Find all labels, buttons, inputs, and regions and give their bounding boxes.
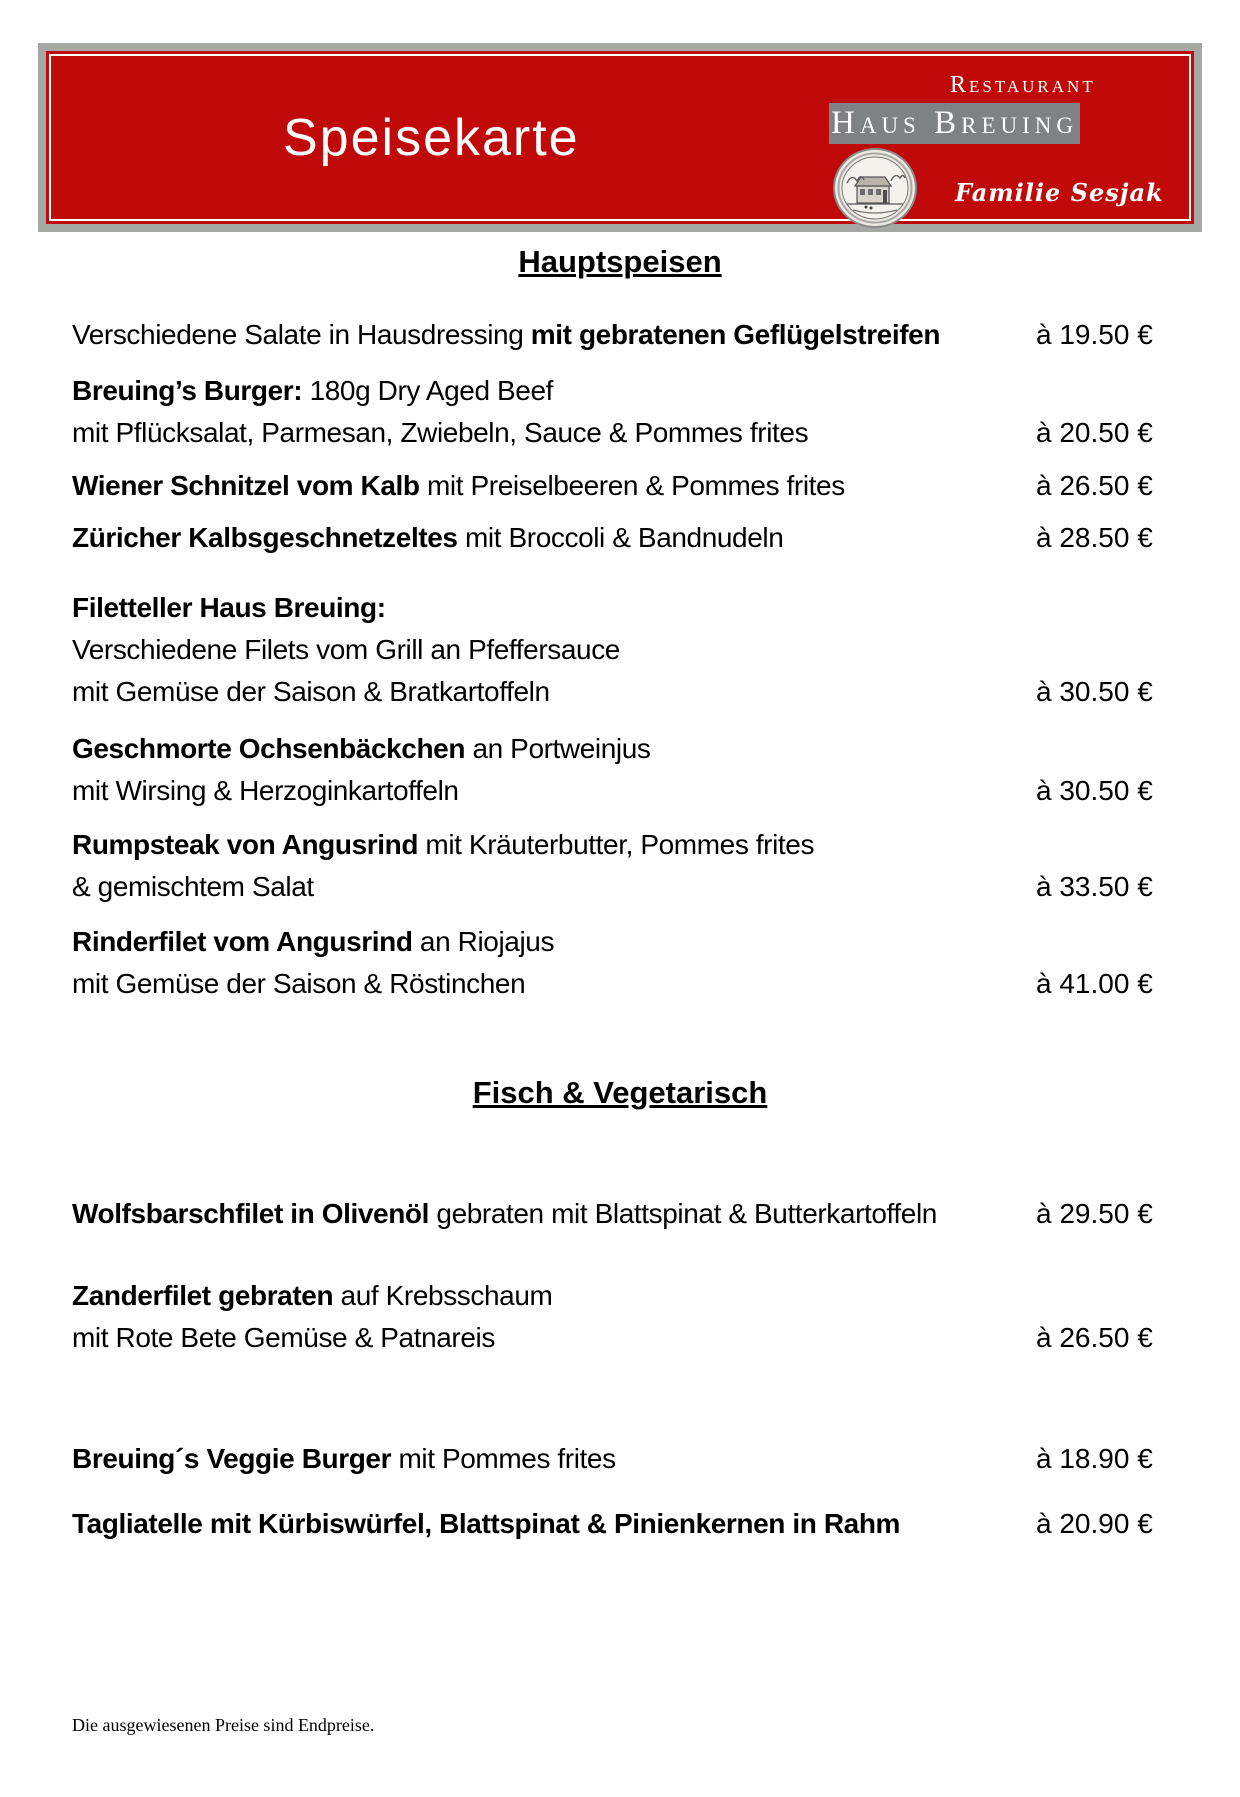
- dish-price: à 20.50 €: [1036, 417, 1153, 448]
- section-title-fisch-vegetarisch: Fisch & Vegetarisch: [472, 1075, 768, 1110]
- dish-price: à 33.50 €: [1036, 871, 1153, 902]
- dish-price: [1036, 728, 1168, 770]
- dish-price: [1036, 370, 1168, 412]
- menu-item: [72, 1275, 1168, 1359]
- dish-price: à 41.00 €: [1036, 968, 1153, 999]
- dish-line: [72, 1317, 1168, 1359]
- dish-price: [1036, 587, 1168, 629]
- menu-item: [72, 1193, 1168, 1235]
- dish-price: [1036, 921, 1168, 963]
- footer-note: Die ausgewiesenen Preise sind Endpreise.: [72, 1715, 375, 1735]
- dish-line: [72, 1193, 1168, 1235]
- dish-line: [72, 866, 1168, 908]
- restaurant-label: Restaurant: [950, 72, 1096, 98]
- page-title: Speisekarte: [283, 108, 580, 167]
- dish-text: mit Gemüse der Saison & Röstinchen: [72, 968, 526, 999]
- header-banner: [38, 43, 1202, 232]
- restaurant-name-plate: [829, 103, 1080, 144]
- dish-line: [72, 770, 1168, 812]
- dish-line: [72, 517, 1168, 559]
- house-engraving-medallion-icon: [833, 148, 917, 228]
- dish-price: à 20.90 €: [1036, 1508, 1153, 1539]
- dish-line: [72, 465, 1168, 507]
- dish-line: [72, 314, 1168, 356]
- dish-line: [72, 963, 1168, 1005]
- menu-item: [72, 314, 1168, 356]
- dish-text: Wolfsbarschfilet in Olivenöl gebraten mit Blattspinat & Butterkartoffeln: [72, 1198, 937, 1229]
- menu: [72, 244, 1168, 1545]
- dish-price: à 30.50 €: [1036, 775, 1153, 806]
- dish-text: mit Pflücksalat, Parmesan, Zwiebeln, Sauce & Pommes frites: [72, 417, 809, 448]
- dish-price: à 26.50 €: [1036, 1322, 1153, 1353]
- dish-line: [72, 671, 1168, 713]
- dish-price: à 29.50 €: [1036, 1198, 1153, 1229]
- dish-text: Rinderfilet vom Angusrind an Riojajus: [72, 926, 555, 957]
- menu-item: [72, 587, 1168, 713]
- dish-text: Rumpsteak von Angusrind mit Kräuterbutter, Pommes frites: [72, 829, 815, 860]
- header-banner-inner: [49, 54, 1191, 221]
- menu-item: [72, 728, 1168, 812]
- menu-item: [72, 370, 1168, 454]
- dish-text: Geschmorte Ochsenbäckchen an Portweinjus: [72, 733, 651, 764]
- dish-text: mit Wirsing & Herzoginkartoffeln: [72, 775, 459, 806]
- dish-text: Tagliatelle mit Kürbiswürfel, Blattspinat & Pinienkernen in Rahm: [72, 1508, 901, 1539]
- menu-item: [72, 1503, 1168, 1545]
- dish-line: [72, 1503, 1168, 1545]
- dish-text: Verschiedene Filets vom Grill an Pfeffersauce: [72, 634, 620, 665]
- dish-line: [72, 824, 1168, 866]
- dish-text: Breuing’s Burger: 180g Dry Aged Beef: [72, 375, 554, 406]
- restaurant-name: Haus Breuing: [831, 105, 1078, 141]
- dish-price: à 19.50 €: [1036, 319, 1153, 350]
- dish-text: Wiener Schnitzel vom Kalb mit Preiselbeeren & Pommes frites: [72, 470, 845, 501]
- menu-item: [72, 465, 1168, 507]
- dish-line: [72, 629, 1168, 671]
- dish-text: & gemischtem Salat: [72, 871, 314, 902]
- dish-line: [72, 370, 1168, 412]
- menu-item: [72, 517, 1168, 559]
- dish-text: Verschiedene Salate in Hausdressing mit gebratenen Geflügelstreifen: [72, 319, 941, 350]
- menu-item: [72, 921, 1168, 1005]
- dish-price: à 28.50 €: [1036, 522, 1153, 553]
- dish-price: à 18.90 €: [1036, 1443, 1153, 1474]
- dish-text: Filetteller Haus Breuing:: [72, 592, 386, 623]
- dish-price: [1036, 1275, 1168, 1317]
- family-signature: Familie Sesjak: [955, 178, 1164, 207]
- dish-line: [72, 1438, 1168, 1480]
- dish-price: [1036, 824, 1168, 866]
- dish-price: à 26.50 €: [1036, 470, 1153, 501]
- dish-price: [1036, 629, 1168, 671]
- dish-line: [72, 921, 1168, 963]
- dish-text: Breuing´s Veggie Burger mit Pommes frites: [72, 1443, 616, 1474]
- dish-text: Zanderfilet gebraten auf Krebsschaum: [72, 1280, 553, 1311]
- dish-line: [72, 728, 1168, 770]
- menu-item: [72, 824, 1168, 908]
- dish-line: [72, 412, 1168, 454]
- dish-text: Züricher Kalbsgeschnetzeltes mit Broccoli & Bandnudeln: [72, 522, 784, 553]
- dish-line: [72, 587, 1168, 629]
- dish-line: [72, 1275, 1168, 1317]
- section-title-hauptspeisen: Hauptspeisen: [518, 244, 722, 279]
- menu-item: [72, 1438, 1168, 1480]
- dish-text: mit Rote Bete Gemüse & Patnareis: [72, 1322, 495, 1353]
- dish-text: mit Gemüse der Saison & Bratkartoffeln: [72, 676, 550, 707]
- dish-price: à 30.50 €: [1036, 676, 1153, 707]
